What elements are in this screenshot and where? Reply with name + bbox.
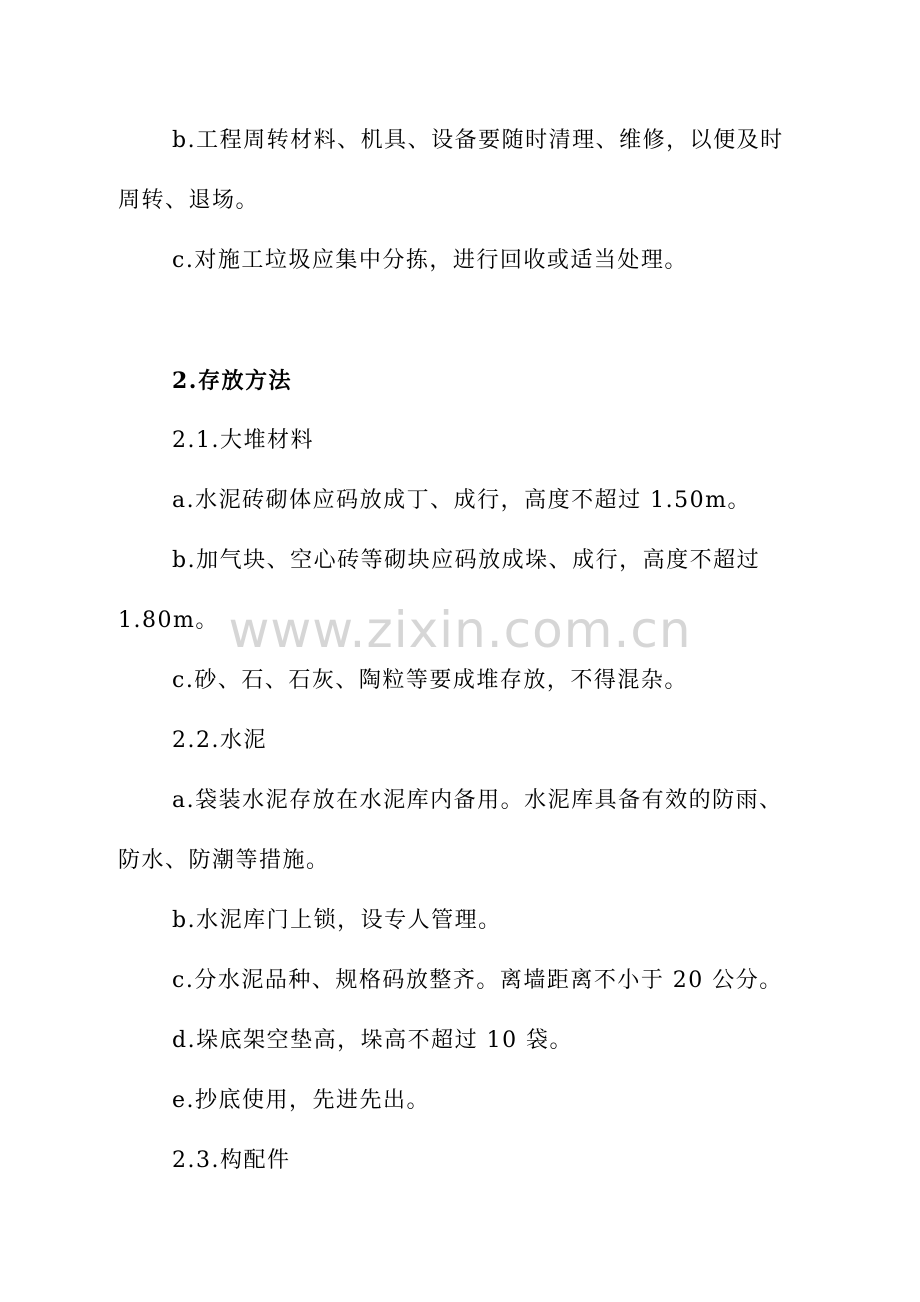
paragraph-b-turnover-materials-cont: 周转、退场。: [118, 188, 260, 213]
paragraph-b-aerated-blocks-cont: 1.80m。: [118, 608, 219, 633]
paragraph-d-raised-base: d.垛底架空垫高，垛高不超过 10 袋。: [172, 1028, 574, 1053]
paragraph-b-warehouse-lock: b.水泥库门上锁，设专人管理。: [172, 908, 502, 933]
paragraph-a-cement-bricks: a.水泥砖砌体应码放成丁、成行，高度不超过 1.50m。: [172, 488, 751, 513]
paragraph-b-turnover-materials: b.工程周转材料、机具、设备要随时清理、维修，以便及时: [172, 128, 784, 153]
subsection-heading-cement: 2.2.水泥: [172, 728, 267, 753]
paragraph-c-stacking-by-type: c.分水泥品种、规格码放整齐。离墙距离不小于 20 公分。: [172, 968, 783, 993]
paragraph-a-bagged-cement-cont: 防水、防潮等措施。: [118, 848, 330, 873]
watermark: www.zixin.com.cn: [228, 601, 692, 659]
paragraph-b-aerated-blocks: b.加气块、空心砖等砌块应码放成垛、成行，高度不超过: [172, 548, 761, 573]
paragraph-c-waste-sorting: c.对施工垃圾应集中分拣，进行回收或适当处理。: [172, 248, 688, 273]
subsection-heading-bulk-materials: 2.1.大堆材料: [172, 428, 314, 453]
section-heading-storage-method: 2.存放方法: [172, 368, 292, 394]
subsection-heading-components: 2.3.构配件: [172, 1148, 291, 1173]
paragraph-c-sand-stone: c.砂、石、石灰、陶粒等要成堆存放，不得混杂。: [172, 668, 688, 693]
paragraph-a-bagged-cement: a.袋装水泥存放在水泥库内备用。水泥库具备有效的防雨、: [172, 788, 783, 813]
paragraph-e-fifo: e.抄底使用，先进先出。: [172, 1088, 431, 1113]
